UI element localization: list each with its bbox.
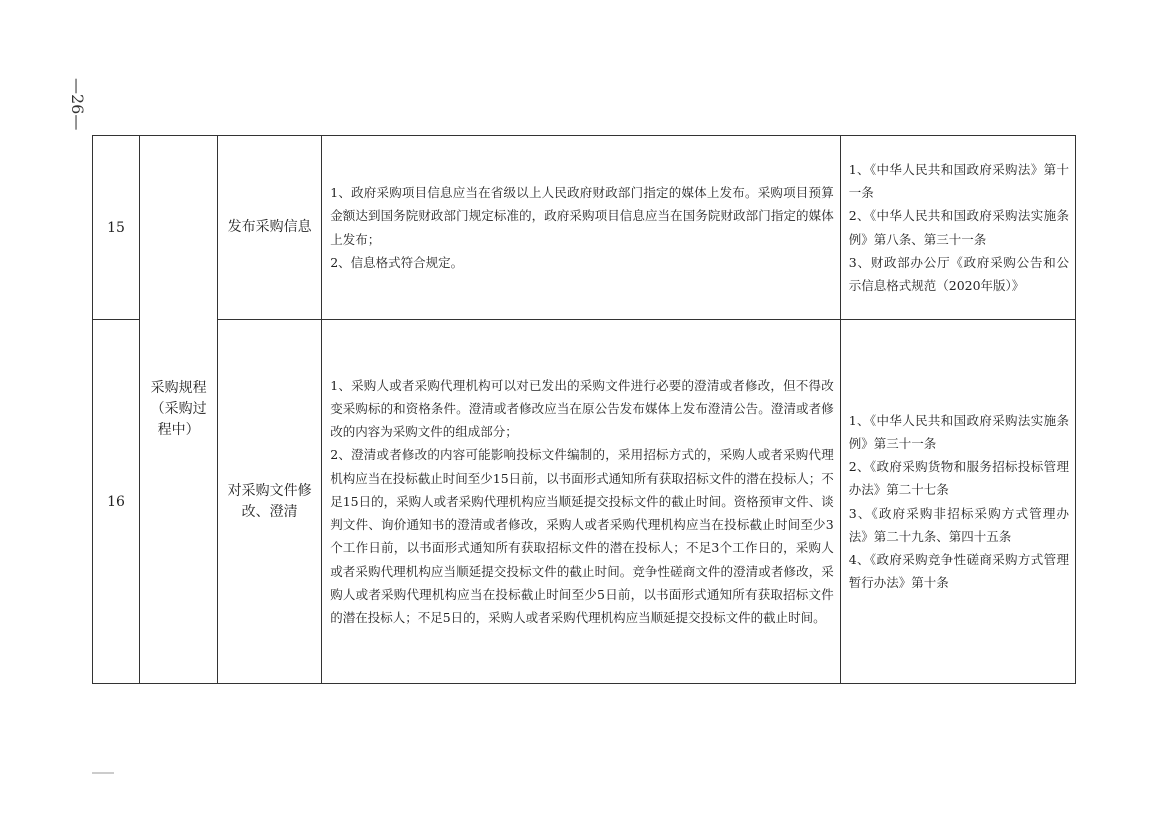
page-number: —26— (68, 78, 87, 131)
table-row (93, 136, 1076, 320)
scan-mark (92, 772, 114, 774)
row-number: 16 (93, 320, 140, 684)
procurement-table (92, 135, 1076, 684)
basis-text: 2、《中华人民共和国政府采购法实施条例》第八条、第三十一条 (848, 208, 1069, 247)
basis-text: 4、《政府采购竞争性磋商采购方式管理暂行办法》第十条 (848, 551, 1069, 591)
basis-text: 2、《政府采购货物和服务招标投标管理办法》第二十七条 (848, 459, 1069, 498)
requirement-text: 2、信息格式符合规定。 (330, 254, 464, 270)
requirement-text: 2、澄清或者修改的内容可能影响投标文件编制的，采用招标方式的，采购人或者采购代理机构应当在投标截止时间至少15日前，以书面形式通知所有获取招标文件的潜在投标人；不足15日的，采购人或者采购代理机构应当顺延提交投标文件的截止时间。资格预审文件、谈判文件、询价通知书的澄清或者修改，采购人或者采购代理机构应当在投标截止时间至少3个工作日前，以书面形式通知所有获取招标文件的潜在投标人；不足3个工作日的，采购人或者采购代理机构应当顺延提交投标文件的截止时间。竞争性磋商文件的澄清或者修改，采购人或者采购代理机构应当在投标截止时间至少5日前，以书面形式通知所有获取招标文件的潜在投标人；不足5日的，采购人或者采购代理机构应当顺延提交投标文件的截止时间。 (330, 447, 834, 625)
item-cell: 对采购文件修改、澄清 (218, 320, 322, 684)
basis-text: 1、《中华人民共和国政府采购法》第十一条 (848, 161, 1069, 201)
item-cell: 发布采购信息 (218, 136, 322, 320)
requirements-cell (322, 320, 841, 684)
basis-cell (840, 136, 1075, 320)
basis-cell (840, 320, 1075, 684)
requirement-text: 1、采购人或者采购代理机构可以对已发出的采购文件进行必要的澄清或者修改，但不得改变采购标的和资格条件。澄清或者修改应当在原公告发布媒体上发布澄清公告。澄清或者修改的内容为采购文件的组成部分； (330, 377, 834, 440)
stage-cell: 采购规程（采购过程中） (140, 136, 218, 684)
table-row (93, 320, 1076, 684)
basis-text: 3、《政府采购非招标采购方式管理办法》第二十九条、第四十五条 (848, 505, 1069, 544)
requirements-cell (322, 136, 841, 320)
basis-text: 3、财政部办公厅《政府采购公告和公示信息格式规范（2020年版）》 (848, 254, 1069, 293)
row-number: 15 (93, 136, 140, 320)
basis-text: 1、《中华人民共和国政府采购法实施条例》第三十一条 (848, 412, 1069, 451)
requirement-text: 1、政府采购项目信息应当在省级以上人民政府财政部门指定的媒体上发布。采购项目预算金额达到国务院财政部门规定标准的，政府采购项目信息应当在国务院财政部门指定的媒体上发布； (330, 185, 834, 247)
